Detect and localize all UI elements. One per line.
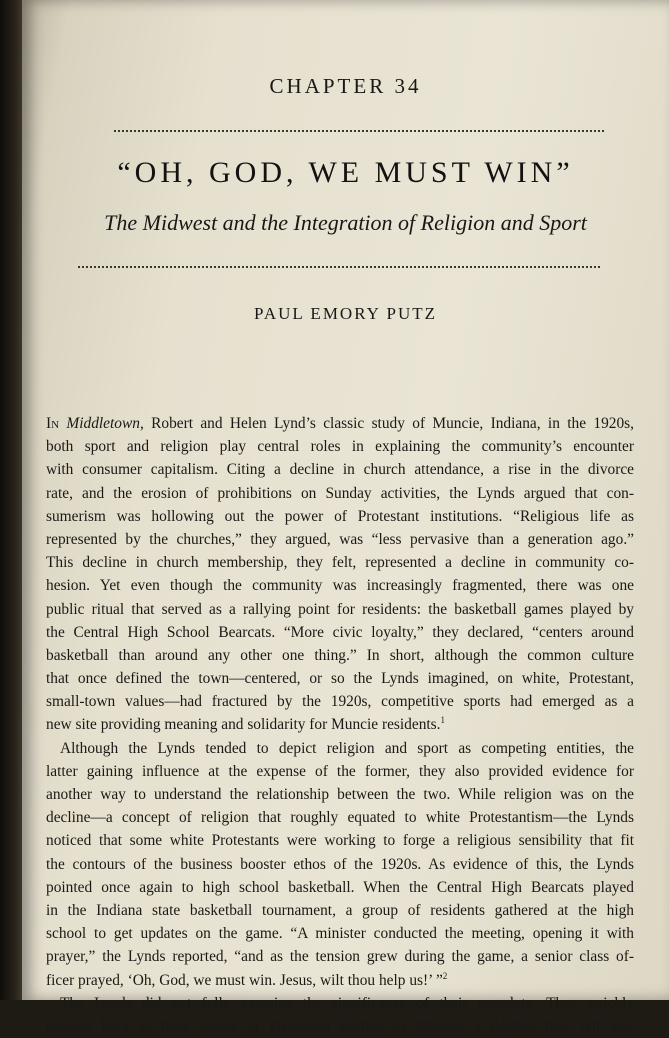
text-line: noticed that some white Protestants were working to forge a religious sensibility that fit bbox=[46, 832, 634, 850]
para2-last-line: ficer prayed, ‘Oh, God, we must win. Jesus, wilt thou help us!’ ” bbox=[46, 971, 443, 989]
text-line: small-town values—had fractured by the 1920s, competitive sports had emerged as a bbox=[46, 693, 634, 711]
text-line: Although the Lynds tended to depict religion and sport as competing entities, the bbox=[60, 739, 634, 757]
text-line: school to get updates on the game. “A minister conducted the meeting, opening it with bbox=[46, 925, 634, 943]
text-line bbox=[46, 713, 634, 736]
text-line: The Lynds did not fully examine the significance of their anecdote. They quickly bbox=[60, 994, 634, 1012]
text-line: pointed once again to high school basketball. When the Central High Bearcats played bbox=[46, 878, 634, 896]
first-line-rest: , Robert and Helen Lynd’s classic study of Muncie, Indiana, in the 1920s, bbox=[139, 415, 634, 432]
text-line: that once defined the town—centered, or so the Lynds imagined, on white, Protestant, bbox=[46, 670, 634, 688]
chapter-subtitle: The Midwest and the Integration of Religion and Sport bbox=[104, 210, 587, 235]
text-line: decline—a concept of religion that roughly equated to white Protestantism—the Lynds bbox=[46, 809, 634, 827]
chapter-title: “OH, GOD, WE MUST WIN” bbox=[117, 156, 574, 189]
chapter-label: CHAPTER 34 bbox=[269, 74, 422, 98]
text-line bbox=[46, 969, 634, 992]
text-line: represented by the churches,” they argued, was “less pervasive than a generation ago.” bbox=[46, 530, 634, 548]
text-line: rate, and the erosion of prohibitions on Sunday activities, the Lynds argued that con- bbox=[46, 484, 634, 502]
text-line: in the Indiana state basketball tournament, a group of residents gathered at the high bbox=[46, 901, 634, 919]
text-line: This decline in church membership, they felt, represented a decline in community co- bbox=[46, 554, 634, 572]
text-line: prayer,” the Lynds reported, “and as the tension grew during the game, a senior class of- bbox=[46, 948, 634, 966]
text-line: pivoted back to their notion of Protestant decline in Muncie, a decline they felt was bbox=[46, 1017, 634, 1035]
para1-last-line: new site providing meaning and solidarity for Muncie residents. bbox=[46, 716, 441, 734]
body-text bbox=[46, 412, 634, 1038]
lead-word: In bbox=[46, 415, 67, 432]
book-title: Middletown bbox=[66, 415, 140, 432]
author-name: PAUL EMORY PUTZ bbox=[253, 304, 438, 323]
footnote-ref: 2 bbox=[442, 970, 448, 981]
footnote-ref: 1 bbox=[440, 715, 446, 726]
text-line: both sport and religion play central roles in explaining the community’s encounter bbox=[46, 438, 634, 456]
text-line: basketball than around any other one thing.” In short, although the common culture bbox=[46, 646, 634, 664]
text-line: hesion. Yet even though the community was increasingly fragmented, there was one bbox=[46, 577, 634, 595]
text-line: the contours of the business booster ethos of the 1920s. As evidence of this, the Lynds bbox=[46, 855, 634, 873]
text-line bbox=[46, 412, 634, 435]
text-line: another way to understand the relationship between the two. While religion was on the bbox=[46, 786, 634, 803]
top-dotted-rule bbox=[114, 130, 604, 132]
text-line: latter gaining influence at the expense of the former, they also provided evidence for bbox=[46, 762, 634, 780]
book-page bbox=[22, 0, 669, 1035]
bottom-dotted-rule bbox=[78, 266, 600, 268]
text-line: sumerism was hollowing out the power of Protestant institutions. “Religious life as bbox=[46, 507, 634, 525]
text-line: public ritual that served as a rallying point for residents: the basketball games played by bbox=[46, 600, 634, 618]
text-line: the Central High School Bearcats. “More civic loyalty,” they declared, “centers around bbox=[46, 623, 634, 641]
text-line: with consumer capitalism. Citing a decline in church attendance, a rise in the divorce bbox=[46, 461, 634, 479]
